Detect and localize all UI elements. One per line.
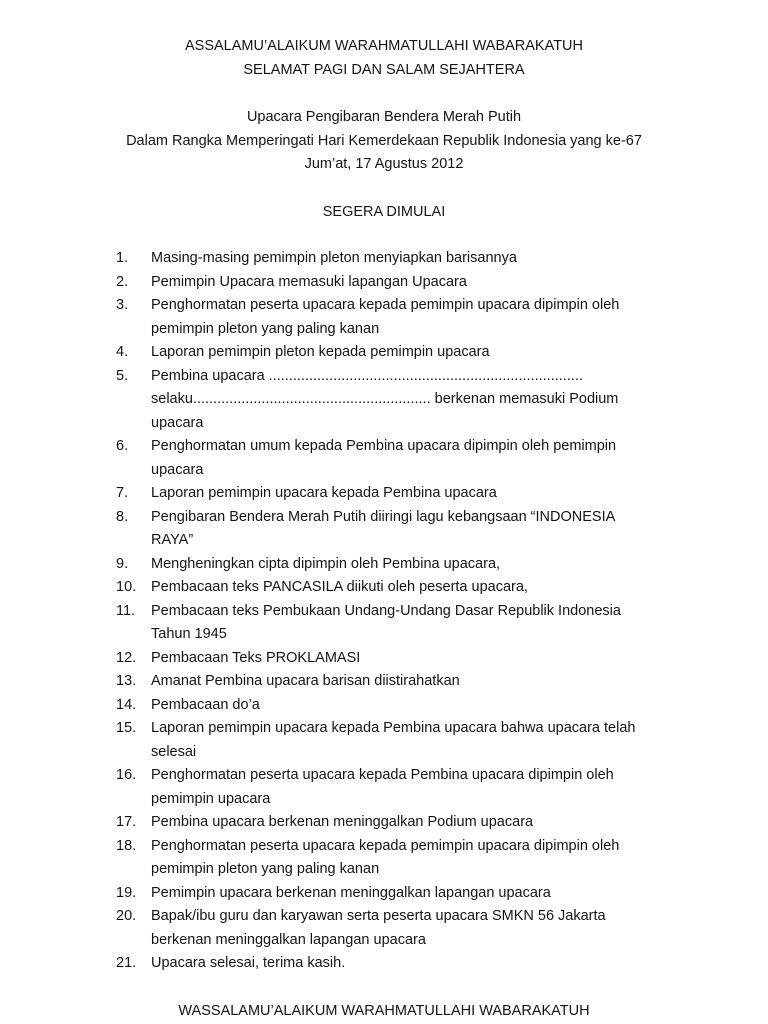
agenda-item-text [151,482,672,506]
agenda-item-number: 11. [116,602,136,619]
agenda-item [0,764,768,811]
agenda-item-line: Pembacaan teks Pembukaan Undang-Undang Dasar Republik Indonesia [151,602,621,619]
agenda-item-line: upacara [151,461,204,478]
agenda-item [0,506,768,553]
event-subtitle: Dalam Rangka Memperingati Hari Kemerdekaan Republik Indonesia yang ke-67 [126,133,642,149]
agenda-item-line: pemimpin pleton yang paling kanan [151,861,380,877]
agenda-item-text [151,341,672,365]
agenda-item-line: Penghormatan peserta upacara kepada pemimpin upacara dipimpin oleh [151,297,620,313]
agenda-item-line: RAYA” [151,532,194,548]
agenda-item-line: Pembina upacara .............................................................................. [151,367,583,384]
agenda-item-text [151,247,672,271]
agenda-item-number: 21. [116,955,137,971]
agenda-item-text [151,905,672,952]
agenda-item-text [151,647,672,671]
agenda-item-line: Masing-masing pemimpin pleton menyiapkan barisannya [151,250,517,266]
agenda-item-line: Laporan pemimpin upacara kepada Pembina upacara bahwa upacara telah [151,720,636,736]
agenda-item-number: 10. [116,579,137,595]
agenda-item-number: 20. [116,908,137,924]
agenda-item-line: berkenan meninggalkan lapangan upacara [151,931,426,948]
event-title: Upacara Pengibaran Bendera Merah Putih [246,109,522,125]
agenda-item [0,694,768,718]
agenda-item [0,341,768,365]
agenda-item-line: upacara [151,414,204,431]
agenda-item-line: Pemimpin Upacara memasuki lapangan Upacara [151,273,467,290]
agenda-item [0,553,768,577]
agenda-item-line: selaku........................................................... berkenan memasuki Podium [151,391,619,407]
agenda-item-text [151,271,672,295]
agenda-item-text [151,694,672,718]
agenda-item-text [151,764,672,811]
agenda-item-number: 18. [116,837,137,854]
agenda-item-number: 2. [116,273,129,290]
agenda-item-number: 7. [116,485,129,501]
agenda-item [0,811,768,835]
agenda-item-line: Pembina upacara berkenan meninggalkan Podium upacara [151,814,534,830]
agenda-item [0,882,768,906]
agenda-item-number: 9. [116,555,129,572]
agenda-item-line: Amanat Pembina upacara barisan diistirahatkan [151,673,460,689]
agenda-item-text [151,717,672,764]
greeting-line-2: SELAMAT PAGI DAN SALAM SEJAHTERA [243,62,525,78]
agenda-item-line: Upacara selesai, terima kasih. [151,955,346,971]
agenda-item-number: 5. [116,367,129,384]
agenda-item-text [151,882,672,906]
agenda-item-line: Penghormatan peserta upacara kepada Pembina upacara dipimpin oleh [151,767,614,783]
agenda-item-text [151,435,672,482]
agenda-item-number: 4. [116,344,129,360]
agenda-item-line: Tahun 1945 [151,626,227,642]
agenda-item-text [151,553,672,577]
agenda-item [0,365,768,436]
agenda-item-text [151,670,672,694]
agenda-item-number: 17. [116,814,137,830]
agenda-item-number: 14. [116,696,137,713]
greeting-line-1: ASSALAMU’ALAIKUM WARAHMATULLAHI WABARAKATUH [184,38,583,54]
agenda-item-line: Penghormatan peserta upacara kepada pemimpin upacara dipimpin oleh [151,837,620,854]
start-notice: SEGERA DIMULAI [322,204,446,220]
agenda-item-line: pemimpin upacara [151,790,271,807]
agenda-item-number: 15. [116,720,137,736]
agenda-item-text [151,600,672,647]
agenda-item-text [151,576,672,600]
agenda-item-line: Penghormatan umum kepada Pembina upacara dipimpin oleh pemimpin [151,438,617,454]
agenda-list [0,247,768,976]
agenda-item-line: Laporan pemimpin upacara kepada Pembina upacara [151,485,497,501]
event-date: Jum’at, 17 Agustus 2012 [304,156,464,172]
agenda-item-line: Pembacaan teks PANCASILA diikuti oleh peserta upacara, [151,579,528,595]
agenda-item-line: Bapak/ibu guru dan karyawan serta peserta upacara SMKN 56 Jakarta [151,908,606,924]
agenda-item [0,482,768,506]
agenda-item-line: Pengibaran Bendera Merah Putih diiringi lagu kebangsaan “INDONESIA [151,508,616,525]
agenda-item-number: 13. [116,673,137,689]
agenda-item-line: Laporan pemimpin pleton kepada pemimpin upacara [151,344,490,360]
closing-greeting: WASSALAMU’ALAIKUM WARAHMATULLAHI WABARAKATUH [178,1003,590,1019]
agenda-item-text [151,835,672,882]
agenda-item-text [151,365,672,436]
agenda-item-text [151,952,672,976]
agenda-item-line: Mengheningkan cipta dipimpin oleh Pembina upacara, [151,555,501,572]
agenda-item [0,647,768,671]
agenda-item-text [151,811,672,835]
agenda-item [0,952,768,976]
agenda-item-line: Pembacaan do’a [151,696,260,713]
agenda-item [0,294,768,341]
agenda-item-number: 8. [116,508,129,525]
agenda-item-number: 12. [116,649,137,666]
agenda-item-number: 16. [116,767,137,783]
agenda-item-number: 6. [116,438,129,454]
agenda-item-line: Pembacaan Teks PROKLAMASI [151,649,361,666]
agenda-item [0,905,768,952]
agenda-item-number: 3. [116,297,129,313]
agenda-item [0,576,768,600]
agenda-item [0,600,768,647]
agenda-item-number: 19. [116,884,137,901]
agenda-item-line: Pemimpin upacara berkenan meninggalkan lapangan upacara [151,884,551,901]
agenda-item [0,247,768,271]
agenda-item-line: pemimpin pleton yang paling kanan [151,320,380,337]
agenda-item-number: 1. [116,250,129,266]
agenda-item [0,670,768,694]
agenda-item [0,271,768,295]
agenda-item [0,435,768,482]
agenda-item [0,717,768,764]
agenda-item-text [151,506,672,553]
agenda-item [0,835,768,882]
agenda-item-line: selesai [151,743,197,760]
agenda-item-text [151,294,672,341]
